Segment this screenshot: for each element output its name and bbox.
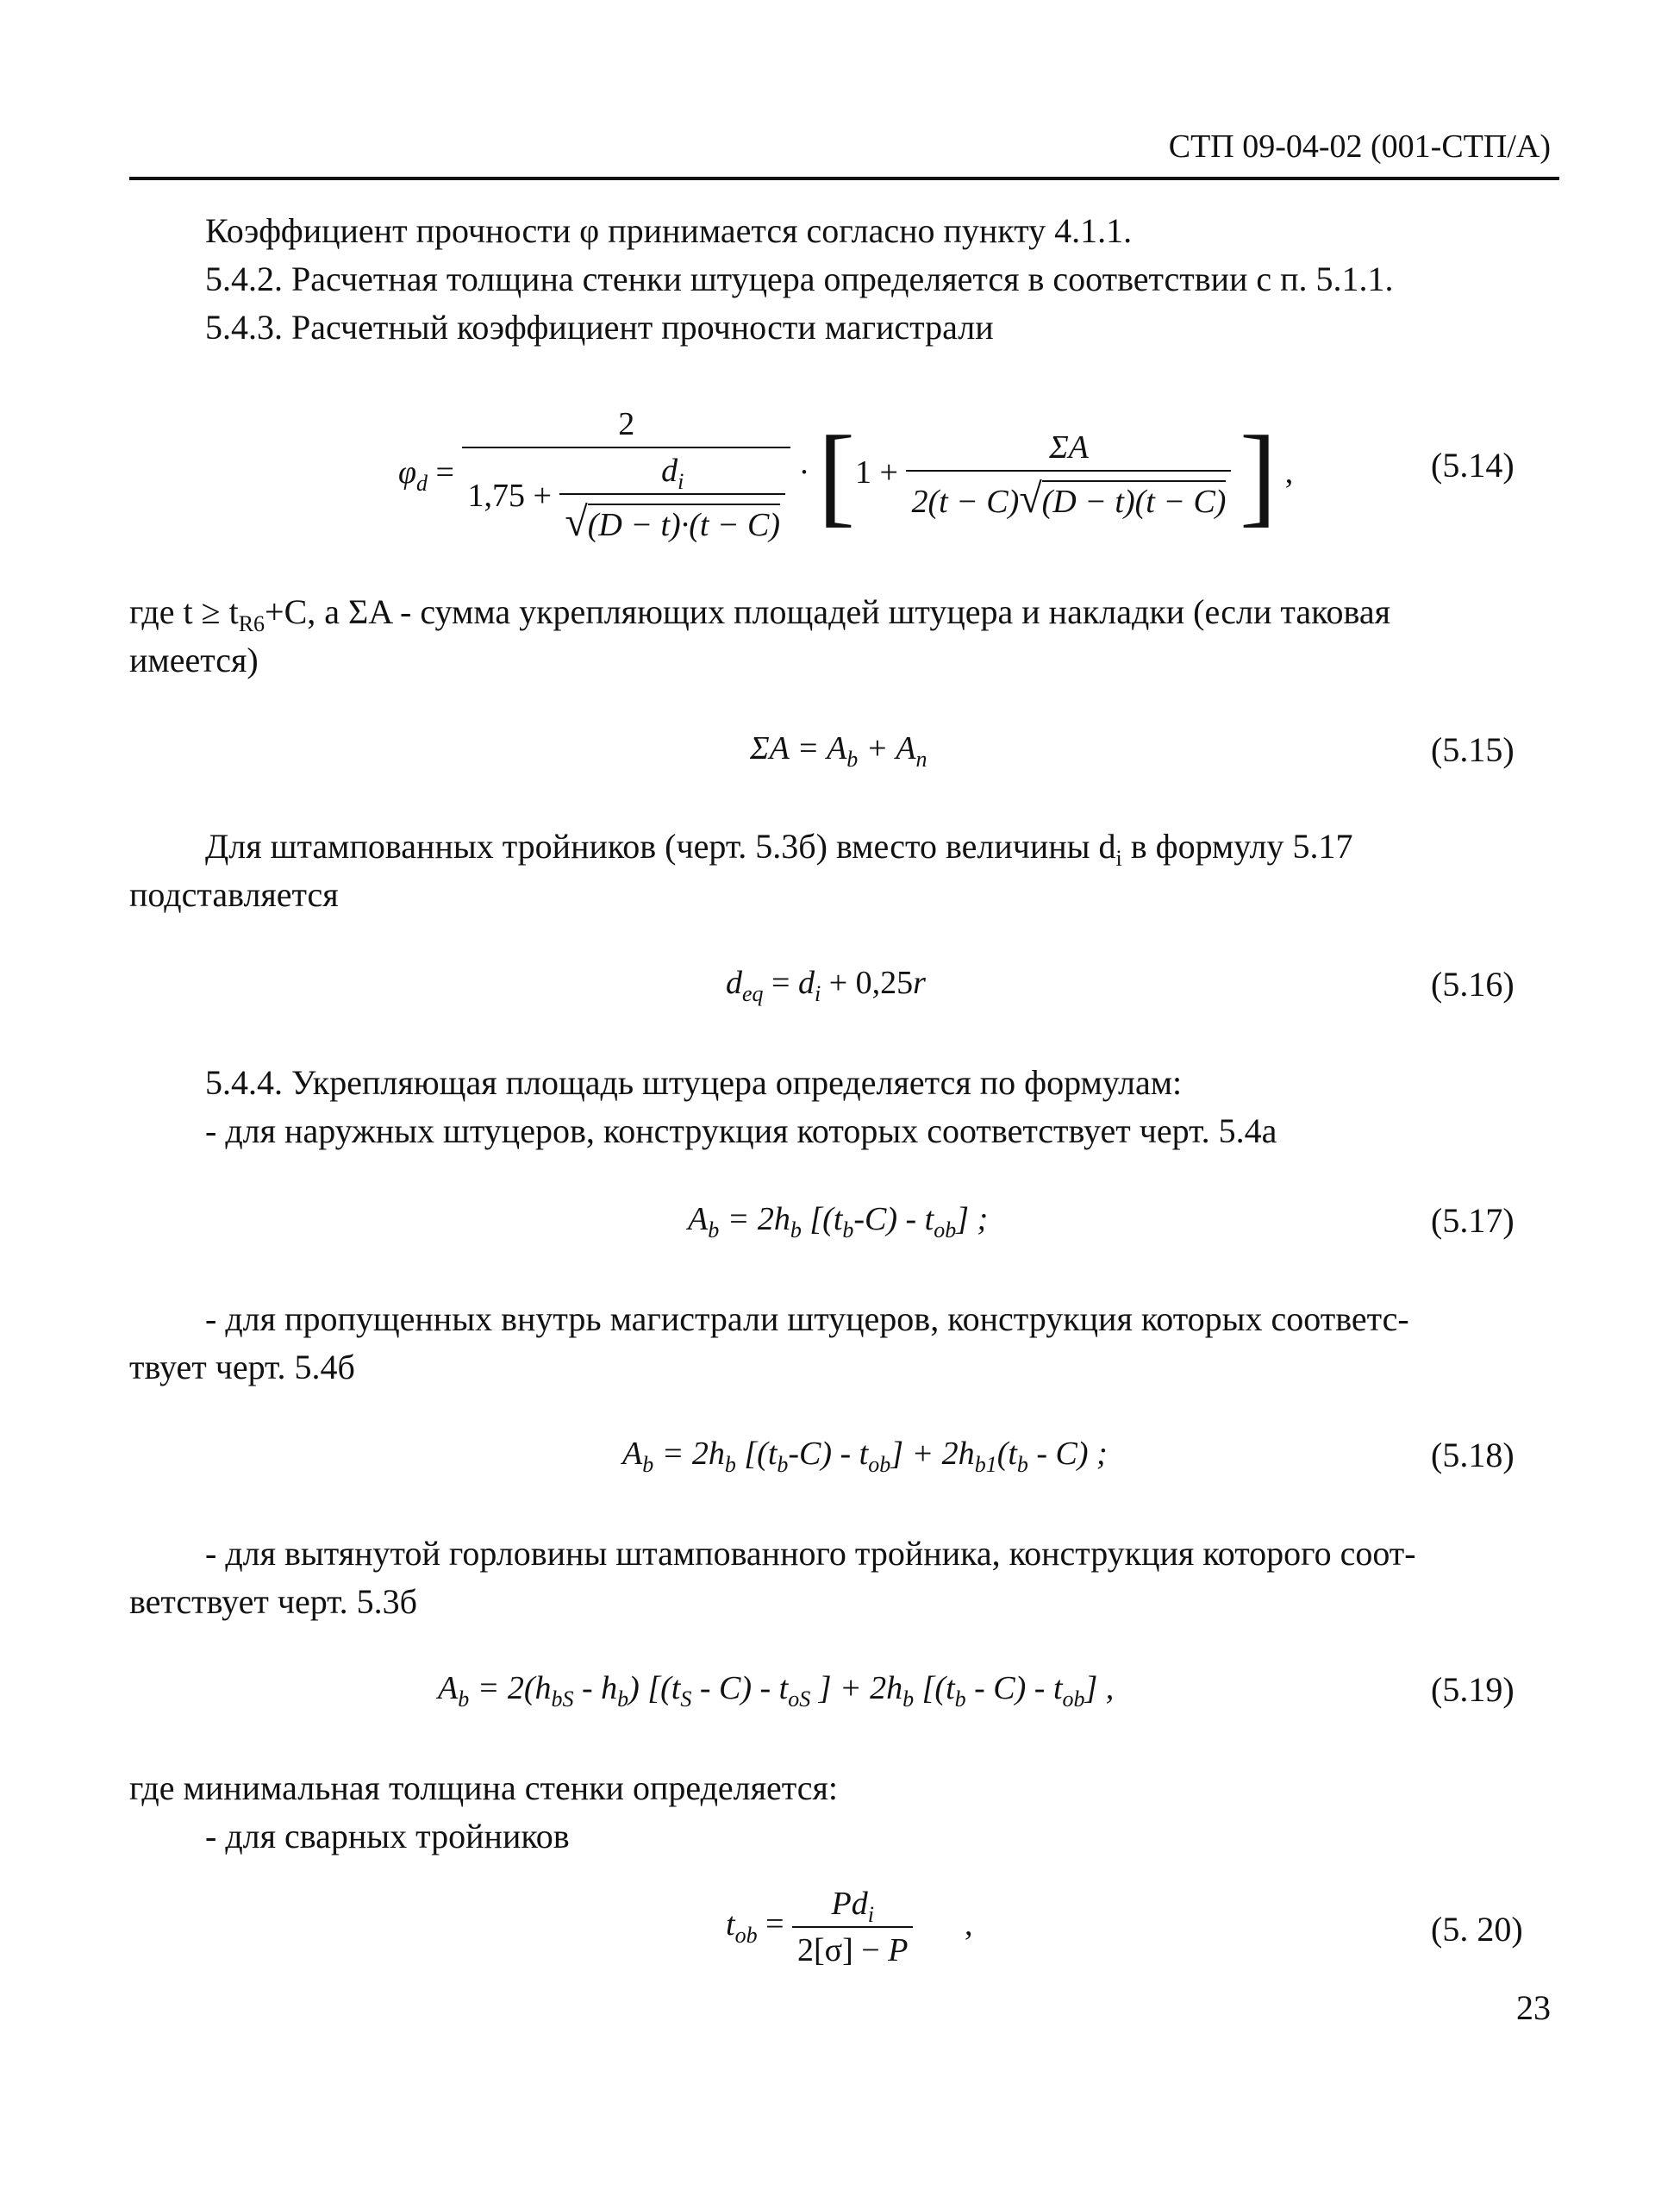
paragraph-drawn-neck-cont: ветствует черт. 5.3б (129, 1582, 418, 1621)
formula-5-15: $\Sigma A = A_b + A_n$ (750, 730, 927, 772)
paragraph-drawn-neck: - для вытянутой горловины штампованного тройника, конструкция которого соот- (205, 1534, 1416, 1573)
paragraph-internal-nozzles-cont: твует черт. 5.4б (129, 1348, 355, 1386)
equation-number-5-19: (5.19) (1431, 1670, 1514, 1709)
equation-number-5-20: (5. 20) (1431, 1910, 1523, 1949)
paragraph-welded-tees: - для сварных тройников (205, 1817, 570, 1855)
paragraph-where-t-cont: имеется) (129, 641, 259, 679)
formula-5-19: $A_b = 2(h_{bS} - h_b)$ [$(t_S - C) - t_{oS}$ ] + $2h_b$ $[(t_b - C) - t_{ob}]$ , (438, 1670, 1115, 1711)
where-t-subscript: R6 (238, 611, 265, 636)
paragraph-min-thickness: где минимальная толщина стенки определяется: (129, 1768, 839, 1807)
equation-number-5-15: (5.15) (1431, 730, 1514, 769)
page-number: 23 (1516, 1988, 1551, 2027)
formula-5-17: $A_b = 2h_b$ $[(t_b-C) - t_{ob}]$ ; (688, 1201, 989, 1242)
formula-5-18: $A_b = 2h_b$ $[(t_b-C) - t_{ob}] + 2h_{b1}(t_b - C)$ ; (622, 1436, 1108, 1477)
stamped-tees-rest: в формулу 5.17 (1121, 827, 1353, 866)
paragraph-5-4-2: 5.4.2. Расчетная толщина стенки штуцера определяется в соответствии с п. 5.1.1. (205, 260, 1394, 298)
paragraph-internal-nozzles: - для пропущенных внутрь магистрали штуцеров, конструкция которых соответс- (205, 1299, 1409, 1338)
paragraph-5-4-3: 5.4.3. Расчетный коэффициент прочности магистрали (205, 308, 994, 347)
paragraph-external-nozzles: - для наружных штуцеров, конструкция которых соответствует черт. 5.4а (205, 1111, 1277, 1150)
stamped-tees-text: Для штампованных тройников (черт. 5.3б) вместо величины d (205, 827, 1116, 866)
document-code-header: СТП 09-04-02 (001-СТП/А) (1168, 128, 1551, 165)
formula-5-14: $\varphi_d$ = 2 1,75 + $\frac{d_i}{√(D - t)\cdot(t - C)}$ · [1 + $\frac{\Sigma A}{2(t - C)√(D - t)(t - C)}$ ] , (398, 406, 1294, 545)
paragraph-strength-coefficient: Коэффициент прочности φ принимается согласно пункту 4.1.1. (205, 211, 1133, 250)
formula-5-20: $t_{ob}$ = $\frac{Pd_i}{2[\sigma] - P}$ , (726, 1886, 973, 1968)
paragraph-stamped-tees-cont: подставляется (129, 875, 339, 914)
where-t-rest: +C, а ΣA - сумма укрепляющих площадей штуцера и накладки (если таковая (265, 592, 1391, 631)
where-t-text: где t ≥ t (129, 592, 239, 631)
equation-number-5-16: (5.16) (1431, 965, 1514, 1004)
stamped-tees-subscript: i (1115, 846, 1122, 871)
equation-number-5-18: (5.18) (1431, 1436, 1514, 1474)
header-rule (129, 177, 1559, 180)
paragraph-5-4-4: 5.4.4. Укрепляющая площадь штуцера определяется по формулам: (205, 1063, 1183, 1102)
equation-number-5-17: (5.17) (1431, 1201, 1514, 1240)
equation-number-5-14: (5.14) (1431, 446, 1514, 485)
paragraph-where-t (129, 588, 1390, 636)
paragraph-stamped-tees (205, 823, 1552, 871)
formula-5-16: $d_{eq} = d_i + 0,25r$ (726, 965, 926, 1006)
